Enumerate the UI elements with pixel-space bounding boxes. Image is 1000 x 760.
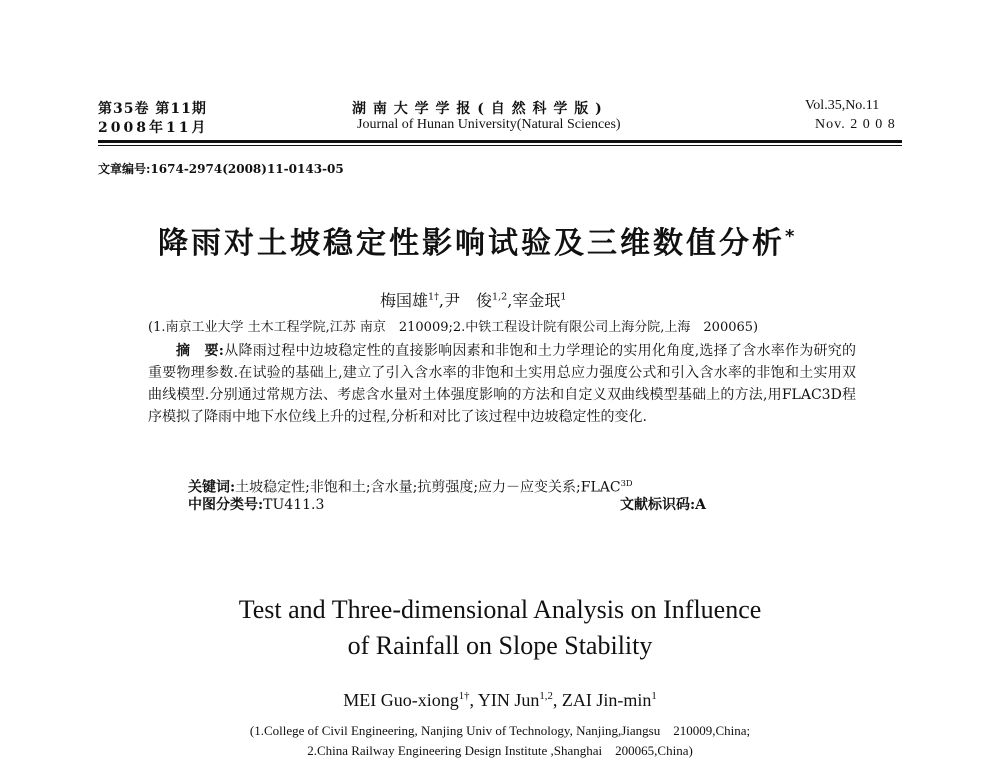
author-en-1-sup: 1† (458, 690, 470, 702)
author-cn-3-sup: 1 (560, 291, 567, 303)
volume-issue-cn: 第35卷 第11期 (98, 101, 207, 117)
keywords-label: 关键词: (188, 479, 236, 496)
document-code-label: 文献标识码: (620, 497, 696, 513)
author-en-2-sup: 1,2 (539, 690, 553, 702)
authors-cn (380, 288, 566, 311)
author-cn-3: ,宰金珉 (507, 291, 561, 310)
header-rule-thick (98, 140, 902, 143)
title-en-line2: of Rainfall on Slope Stability (347, 631, 653, 660)
title-footnote-mark: * (785, 226, 798, 247)
author-cn-2-sup: 1,2 (492, 291, 508, 303)
affiliation-cn: (1.南京工业大学 土木工程学院,江苏 南京 210009;2.中铁工程设计院有限公司上海分院,上海 200065) (148, 320, 759, 335)
abstract-label: 摘 要: (176, 343, 224, 359)
article-number: 文章编号:1674-2974(2008)11-0143-05 (98, 162, 344, 176)
affiliation-en-line2: 2.China Railway Engineering Design Institute ,Shanghai 200065,China) (307, 743, 693, 758)
abstract-text: 从降雨过程中边坡稳定性的直接影响因素和非饱和土力学理论的实用化角度,选择了含水率作为研究的重要物理参数.在试验的基础上,建立了引入含水率的非饱和土实用总应力强度公式和引入含水率的非饱和土实用双曲线模型.分别通过常规方法、考虑含水量对土体强度影响的方法和自定义双曲线模型基础上的方法,用FLAC3D程序模拟了降雨中地下水位线上升的过程,分析和对比了该过程中边坡稳定性的变化. (148, 343, 857, 425)
header-rule-thin (98, 145, 902, 146)
authors-en (0, 690, 1000, 711)
keywords-text: 土坡稳定性;非饱和土;含水量;抗剪强度;应力－应变关系;FLAC (235, 479, 621, 496)
author-cn-1: 梅国雄 (380, 291, 429, 310)
classification-label: 中图分类号: (188, 497, 264, 513)
author-cn-1-sup: 1† (428, 291, 439, 303)
volume-issue-en: Vol.35,No.11 (805, 98, 880, 113)
author-en-2: , YIN Jun (469, 690, 540, 710)
date-en: Nov. 2 0 0 8 (815, 117, 896, 132)
date-cn: 2008年11月 (98, 120, 209, 136)
affiliation-en-line1: (1.College of Civil Engineering, Nanjing Univ of Technology, Nanjing,Jiangsu 210009,China; (249, 723, 751, 738)
author-cn-2: ,尹 俊 (438, 291, 493, 310)
author-en-3-sup: 1 (651, 690, 657, 702)
abstract (148, 340, 856, 428)
title-cn (158, 218, 797, 262)
author-en-1: MEI Guo-xiong (343, 690, 459, 710)
classification (188, 494, 324, 516)
title-en-line1: Test and Three-dimensional Analysis on Influence (238, 595, 762, 624)
author-en-3: , ZAI Jin-min (552, 690, 652, 710)
document-code (620, 494, 706, 516)
classification-value: TU411.3 (263, 497, 325, 513)
journal-name-en: Journal of Hunan University(Natural Sciences) (357, 117, 621, 132)
title-cn-text: 降雨对土坡稳定性影响试验及三维数值分析 (158, 226, 785, 261)
journal-name-cn: 湖 南 大 学 学 报 ( 自 然 科 学 版 ) (352, 101, 603, 117)
document-code-value: A (695, 497, 707, 513)
keywords-sup: 3D (620, 478, 633, 488)
